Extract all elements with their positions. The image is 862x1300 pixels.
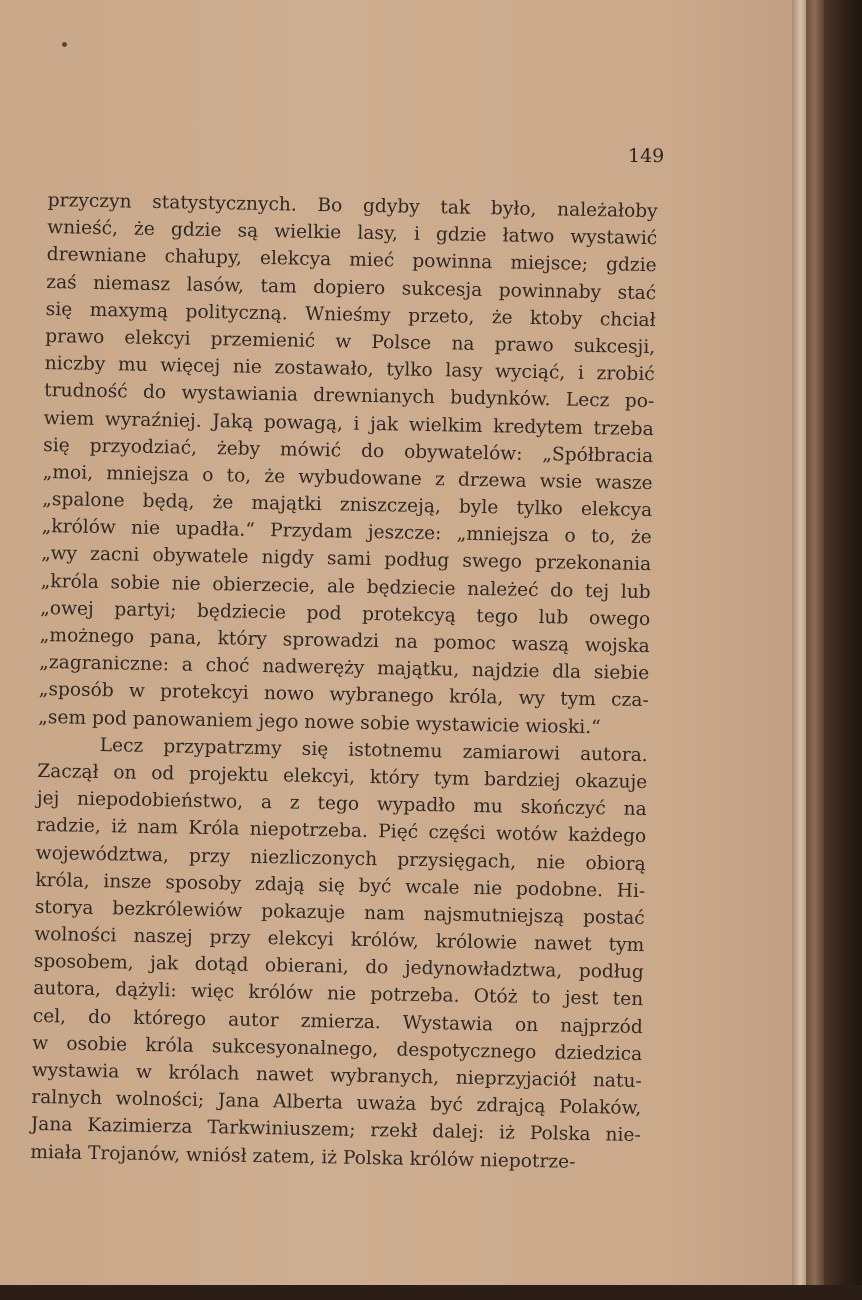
text-line: autora, dążyli: więc królów nie potrzeba. Otóż to jest ten bbox=[33, 978, 644, 1011]
text-line: radzie, iż nam Króla niepotrzeba. Pięć części wotów każdego bbox=[36, 815, 647, 848]
text-line: „sposób w protekcyi nowo wybranego króla, wy tym cza- bbox=[38, 679, 649, 712]
text-line: Jana Kazimierza Tarkwiniuszem; rzekł dalej: iż Polska nie- bbox=[30, 1114, 641, 1147]
text-line: trudność do wystawiania drewnianych budynków. Lecz po- bbox=[44, 380, 655, 413]
text-line: Lecz przypatrzmy się istotnemu zamiarowi autora. bbox=[99, 734, 648, 766]
text-line: storya bezkrólewiów pokazuje nam najsmutniejszą postać bbox=[34, 896, 645, 929]
text-line: się maxymą polityczną. Wnieśmy przeto, że ktoby chciał bbox=[45, 298, 656, 331]
text-line: prawo elekcyi przemienić w Polsce na prawo sukcesji, bbox=[45, 325, 656, 359]
text-line: „sem pod panowaniem jego nowe sobie wystawicie wioski.“ bbox=[38, 706, 601, 738]
text-line: w osobie króla sukcesyonalnego, despotycznego dziedzica bbox=[32, 1032, 643, 1065]
bottom-shadow bbox=[0, 1285, 862, 1300]
text-line: „owej partyi; będziecie pod protekcyą tego lub owego bbox=[40, 597, 651, 630]
text-line: zaś niemasz lasów, tam dopiero sukcesja powinnaby stać bbox=[46, 271, 657, 304]
text-line: przyczyn statystycznych. Bo gdyby tak było, należałoby bbox=[47, 189, 658, 223]
text-line: „możnego pana, który sprowadzi na pomoc waszą wojska bbox=[39, 624, 650, 658]
text-line: Zaczął on od projektu elekcyi, który tym bardziej okazuje bbox=[37, 760, 648, 794]
page-edge-stack bbox=[792, 0, 806, 1300]
text-line: się przyodziać, żeby mówić do obywatelów: „Spółbracia bbox=[43, 434, 654, 467]
text-line: „spalone będą, że majątki zniszczeją, byle tylko elekcya bbox=[42, 489, 653, 522]
ink-spot bbox=[62, 42, 67, 47]
text-line: cel, do którego autor zmierza. Wystawia on najprzód bbox=[32, 1005, 643, 1038]
body-text bbox=[30, 187, 658, 1177]
text-line: „moi, mniejsza o to, że wybudowane z drzewa wsie wasze bbox=[42, 461, 653, 495]
text-line: „wy zacni obywatele nigdy sami podług swego przekonania bbox=[41, 543, 652, 576]
text-line: wiem wyraźniej. Jaką powagą, i jak wielkim kredytem trzeba bbox=[43, 407, 654, 440]
text-line: „zagraniczne: a choć nadweręży majątku, najdzie dla siebie bbox=[39, 652, 650, 685]
page-number: 149 bbox=[628, 145, 665, 167]
book-cover-edge bbox=[824, 0, 862, 1300]
text-line: sposobem, jak dotąd obierani, do jedynowładztwa, podług bbox=[33, 951, 644, 984]
text-line: króla, insze sposoby zdają się być wcale nie podobne. Hi- bbox=[35, 869, 646, 902]
text-line: wolności naszej przy elekcyi królów, królowie nawet tym bbox=[34, 923, 645, 957]
book-spine-shadow bbox=[806, 0, 824, 1300]
text-line: „króla sobie nie obierzecie, ale będziecie należeć do tej lub bbox=[40, 570, 651, 603]
text-line: „królów nie upadła.“ Przydam jeszcze: „mniejsza o to, że bbox=[41, 516, 652, 549]
text-line: jej niepodobieństwo, a z tego wypadło mu skończyć na bbox=[36, 788, 647, 821]
text-line: drewniane chałupy, elekcya mieć powinna miejsce; gdzie bbox=[46, 244, 657, 277]
text-line: wnieść, że gdzie są wielkie lasy, i gdzie łatwo wystawić bbox=[47, 217, 658, 250]
text-line: niczby mu więcej nie zostawało, tylko lasy wyciąć, i zrobić bbox=[44, 353, 655, 386]
text-line: województwa, przy niezliczonych przysięgach, nie obiorą bbox=[35, 842, 646, 875]
text-line: ralnych wolności; Jana Alberta uważa być zdrajcą Polaków, bbox=[31, 1087, 642, 1120]
text-line: wystawia w królach nawet wybranych, nieprzyjaciół natu- bbox=[31, 1059, 642, 1093]
text-line: miała Trojanów, wniósł zatem, iż Polska królów niepotrze- bbox=[30, 1141, 576, 1173]
